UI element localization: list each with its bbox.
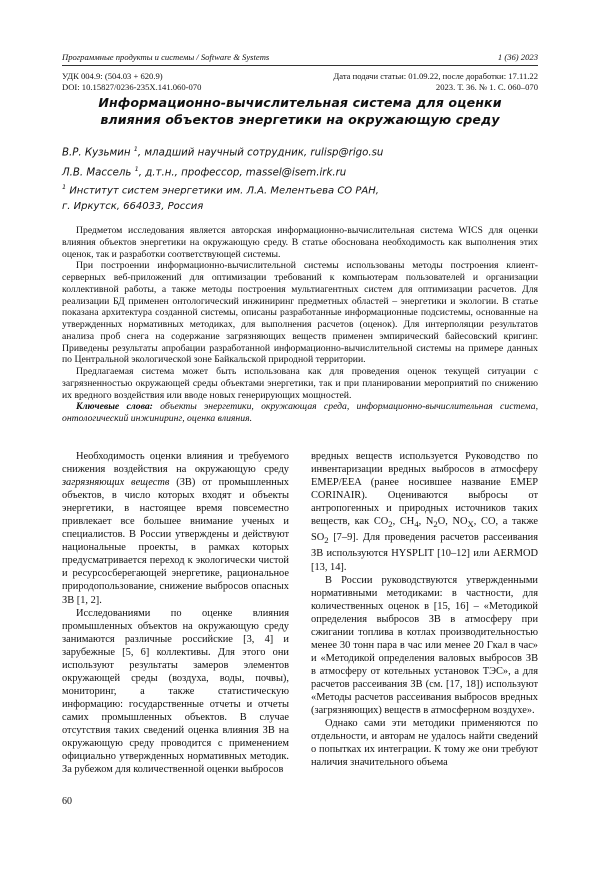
volume-pages: 2023. Т. 36. № 1. С. 060–070 xyxy=(435,82,538,92)
affiliation-mark: 1 xyxy=(134,165,139,174)
keywords xyxy=(62,401,538,425)
body-paragraph: Однако сами эти методики применяются по отдельности, и авторам не удалось найти сведений о попытках их интеграции. К тому же они требуют наличия значительного объема xyxy=(311,718,538,769)
affiliation-line-1: Институт систем энергетики им. Л.А. Мелентьева СО РАН, xyxy=(69,185,379,197)
subscript: 2 xyxy=(388,519,393,530)
subscript: 4 xyxy=(414,519,419,530)
article-title xyxy=(62,94,538,128)
author-list xyxy=(62,141,542,182)
abstract-paragraph-2: При построении информационно-вычислительной системы использованы методы построения клиент-серверных веб-приложений для оптимизации требований к компьютерам пользователей и организации коллективной работы, а также методы построения мультиагентных систем для оптимизации расчетов. Для реализации БД применен онтологический инжиниринг предметных областей – энергетики и экологии. В статье показана архитектура созданной системы, описаны разработанные информационные подсистемы, основанные на утвержденных нормативных методиках, для выполнения расчетов (оценок). Для интерполяции результатов анализа проб снега на содержание загрязняющих веществ применен эмпирический байесовский кригинг. Приведены результаты апробации разработанной информационно-вычислительной системы на примере данных по Центральной экологической зоне Байкальской природной территории. xyxy=(62,260,538,366)
title-line-2: влияния объектов энергетики на окружающую среду xyxy=(100,112,500,127)
body-paragraph xyxy=(62,450,289,607)
body-paragraph: Исследованиями по оценке влияния промышленных объектов на окружающую среду занимаются различные российские [3, 4] и зарубежные [5, 6] коллективы. Для этого они используют результаты замеров элементов окружающей среды (воздуха, воды, почвы), мониторинг, а также статистическую информацию: государственные отчеты и отчеты самих промышленных объектов. В случае отсутствия таких сведений оценка влияния ЗВ на окружающую среду проводится с применением официально утвержденных нормативных методик. За рубежом для количественной оценки выбросов xyxy=(62,607,289,776)
text-run: вредных веществ используется Руководство по инвентаризации вредных выбросов в атмосферу EMEP/EEA (ранее носившее название EMEP CORINAIR). Оцениваются выбросы от антропогенных и природных источников таких веществ, как xyxy=(311,451,538,528)
formula-part: , N xyxy=(418,516,434,528)
text-run: [7–9]. Для проведения расчетов рассеивания ЗВ используются HYSPLIT [10–12] или AERMOD [13, 14]. xyxy=(311,532,538,573)
subscript: 2 xyxy=(433,519,438,530)
formula-part: , CO, а также SO xyxy=(311,516,538,544)
meta-row-1 xyxy=(62,71,538,81)
body-paragraph xyxy=(311,450,538,574)
author-name: Л.В. Массель xyxy=(62,167,132,179)
subscript: 2 xyxy=(324,535,329,546)
term-emphasis: загрязняющих веществ xyxy=(62,477,170,489)
affiliation xyxy=(62,179,542,215)
page-number: 60 xyxy=(62,796,72,807)
header-divider xyxy=(62,65,538,66)
affiliation-mark: 1 xyxy=(62,183,67,191)
running-header xyxy=(62,52,538,62)
author-name: В.Р. Кузьмин xyxy=(62,147,131,159)
abstract xyxy=(62,225,538,425)
affiliation-line-2: г. Иркутск, 664033, Россия xyxy=(62,201,204,213)
journal-name: Программные продукты и системы / Software & Systems xyxy=(62,52,270,62)
author-1 xyxy=(62,141,542,161)
formula-part: O, NO xyxy=(437,516,468,528)
abstract-paragraph-3: Предлагаемая система может быть использована как для проведения оценок текущей ситуации с загрязненностью окружающей среды объектами энергетики, так и при планировании мероприятий по снижению их вредного воздействия или вводе новых генерирующих мощностей. xyxy=(62,366,538,401)
author-details: , д.т.н., профессор, massel@isem.irk.ru xyxy=(138,167,347,179)
body-paragraph: В России руководствуются утвержденными нормативными методиками: в частности, для количественных оценок в [15, 16] – «Методикой определения выбросов ЗВ в атмосферу при сжигании топлива в котлах производительностью менее 30 тонн пара в час или менее 20 Гкал в час» и «Методикой определения валовых выбросов ЗВ в атмосферу от котельных установок ТЭС», а для расчетов рассеивания ЗВ (см. [17, 18]) используют «Методы расчетов рассеивания выбросов вредных (загрязняющих) веществ в атмосферном воздухе». xyxy=(311,574,538,717)
keywords-list: объекты энергетики, окружающая среда, информационно-вычислительная система, онтологический инжиниринг, оценка влияния. xyxy=(62,401,538,424)
affiliation-mark: 1 xyxy=(133,145,138,153)
abstract-paragraph-1: Предметом исследования является авторская информационно-вычислительная система WICS для оценки влияния объектов энергетики на окружающую среду. В статье обоснована необходимость как выполнения этих оценок, так и разработки соответствующей системы. xyxy=(62,225,538,260)
keywords-label: Ключевые слова: xyxy=(76,401,153,413)
doi: DOI: 10.15827/0236-235X.141.060-070 xyxy=(62,82,202,92)
formula-part: CO xyxy=(373,516,389,528)
author-details: , младший научный сотрудник, rulisp@rigo.su xyxy=(137,147,384,159)
meta-row-2 xyxy=(62,82,538,92)
subscript: X xyxy=(467,519,474,530)
submission-dates: Дата подачи статьи: 01.09.22, после доработки: 17.11.22 xyxy=(333,71,538,81)
formula-part: , CH xyxy=(392,516,415,528)
title-line-1: Информационно-вычислительная система для оценки xyxy=(98,95,502,110)
issue-number: 1 (36) 2023 xyxy=(497,52,538,62)
udk-code: УДК 004.9: (504.03 + 620.9) xyxy=(62,71,163,81)
text-run: (ЗВ) от промышленных объектов, в число которых входят и объекты энергетики, в настоящее время повсеместно привлекает все большее внимание ученых и специалистов. В России утверждены и действуют национальные проекты, в рамках которых предусматривается переход к экологически чистой и ресурсосберегающей энергетике, рациональное природопользование, снижение выбросов опасных ЗВ [1, 2]. xyxy=(62,477,289,606)
body-column-left xyxy=(62,450,289,776)
text-run: Необходимость оценки влияния и требуемого снижения воздействия на окружающую среду xyxy=(62,451,289,476)
body-column-right xyxy=(311,450,538,769)
